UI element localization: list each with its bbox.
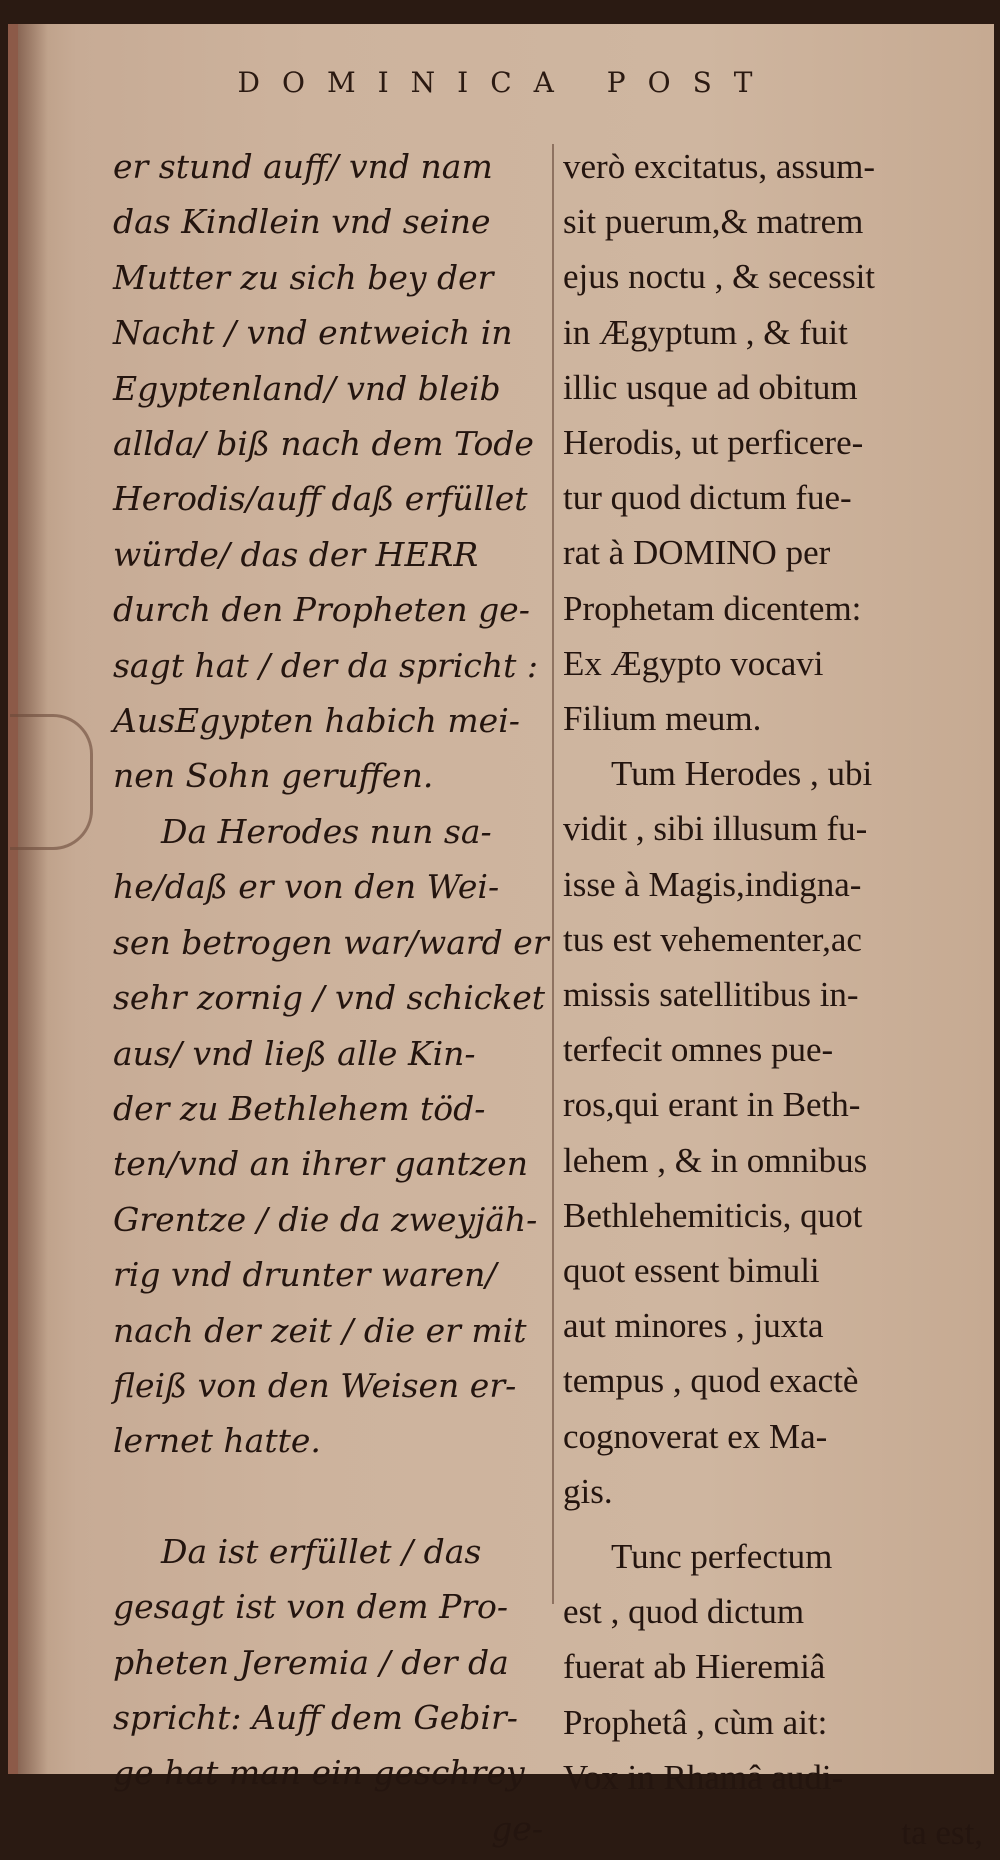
text-line: Prophetâ , cùm ait: [563, 1702, 828, 1742]
text-line: Ex Ægypto vocavi [563, 643, 824, 683]
text-line: tur quod dictum fue- [563, 478, 852, 518]
text-line: Da Herodes nun sa- [161, 811, 492, 851]
text-line: sagt hat / der da spricht : [113, 645, 538, 685]
text-line: Herodis/auff daß erfüllet [113, 479, 528, 519]
text-line: verò excitatus, assum- [563, 147, 875, 186]
text-line: ge hat man ein geschrey [113, 1753, 525, 1793]
text-line: gis. [563, 1471, 613, 1511]
text-line: he/daß er von den Wei- [113, 867, 500, 907]
text-line: der zu Bethlehem töd- [113, 1088, 486, 1128]
text-line: Grentze / die da zweyjäh- [113, 1199, 538, 1239]
text-line: gesagt ist von dem Pro- [113, 1587, 509, 1627]
text-line: sit puerum,& matrem [563, 202, 864, 242]
text-line: Bethlehemiticis, quot [563, 1195, 863, 1235]
text-line: ta est, [901, 1813, 983, 1853]
text-line: Nacht / vnd entweich in [113, 313, 513, 353]
text-line: ros,qui erant in Beth- [563, 1085, 861, 1125]
text-line: nen Sohn geruffen. [113, 756, 434, 796]
gutter-shadow [18, 24, 48, 1774]
text-line: rig vnd drunter waren/ [113, 1255, 497, 1295]
text-line: würde/ das der HERR [113, 534, 479, 574]
text-line: ejus noctu , & secessit [563, 257, 876, 297]
text-line: sen betrogen war/ward er [113, 922, 549, 962]
column-divider [552, 144, 555, 1604]
text-line: Herodis, ut perficere- [563, 423, 864, 463]
text-line: lehem , & in omnibus [563, 1140, 868, 1180]
text-line: Tunc perfectum [611, 1537, 833, 1577]
text-line: Vox in Rhamâ audi- [563, 1757, 844, 1797]
text-line: spricht: Auff dem Gebir- [113, 1697, 518, 1737]
text-line: pheten Jeremia / der da [113, 1642, 509, 1682]
text-line: das Kindlein vnd seine [113, 202, 491, 242]
text-line: Mutter zu sich bey der [113, 257, 494, 297]
text-line: in Ægyptum , & fuit [563, 312, 848, 352]
text-line: missis satellitibus in- [563, 975, 859, 1015]
text-line: tus est vehementer,ac [563, 919, 862, 959]
text-line: er stund auff/ vnd nam [113, 147, 493, 186]
paragraph-gap [113, 1469, 543, 1524]
catchword: ge- [491, 1808, 543, 1848]
text-line: Egyptenland/ vnd bleib [113, 368, 501, 408]
text-line: vidit , sibi illusum fu- [563, 809, 868, 849]
text-line: fleiß von den Weisen er- [113, 1365, 517, 1405]
text-line: Filium meum. [563, 699, 762, 739]
text-line: rat à DOMINO per [563, 533, 831, 573]
page [8, 24, 994, 1853]
text-line: cognoverat ex Ma- [563, 1416, 828, 1456]
text-line: terfecit omnes pue- [563, 1030, 834, 1070]
text-line: Prophetam dicentem: [563, 588, 862, 628]
text-line: illic usque ad obitum [563, 367, 858, 407]
text-line: tempus , quod exactè [563, 1361, 859, 1401]
text-line: sehr zornig / vnd schicket [113, 978, 546, 1018]
running-header: DOMINICA POST [237, 66, 775, 99]
paragraph-gap [563, 1519, 983, 1529]
latin-column [563, 139, 983, 1860]
text-line: quot essent bimuli [563, 1251, 820, 1291]
text-line: isse à Magis,indigna- [563, 864, 862, 904]
text-line: allda/ biß nach dem Tode [113, 424, 534, 464]
text-line: fuerat ab Hieremiâ [563, 1647, 826, 1687]
text-line: lernet hatte. [113, 1421, 321, 1461]
text-line: est , quod dictum [563, 1592, 805, 1632]
text-line: Tum Herodes , ubi [611, 754, 873, 794]
text-line: aus/ vnd ließ alle Kin- [113, 1033, 476, 1073]
text-line: AusEgypten habich mei- [113, 701, 520, 741]
text-line: durch den Propheten ge- [113, 590, 530, 630]
text-line: Da ist erfüllet / das [161, 1531, 482, 1571]
text-line: aut minores , juxta [563, 1306, 824, 1346]
text-line: nach der zeit / die er mit [113, 1310, 527, 1350]
page-clip-mark [10, 714, 93, 850]
text-line: ten/vnd an ihrer gantzen [113, 1144, 528, 1184]
german-column [113, 139, 549, 1856]
